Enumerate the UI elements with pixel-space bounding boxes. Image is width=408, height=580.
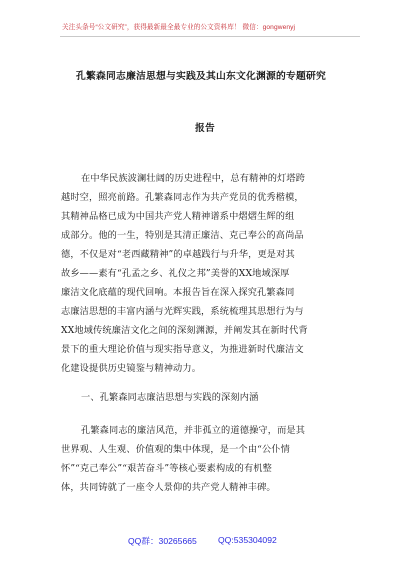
paragraph-line: 怀”“克己奉公”“艰苦奋斗”等核心要素构成的有机整 bbox=[61, 463, 272, 474]
paragraph-line: 孔繁森同志的廉洁风范，并非孤立的道德操守，而是其 bbox=[81, 425, 306, 436]
document-subtitle: 报告 bbox=[195, 123, 215, 134]
paragraph-line: 其精神品格已成为中国共产党人精神谱系中熠熠生辉的组 bbox=[61, 211, 295, 222]
paragraph-line: 德，不仅是对“老西藏精神”的卓越践行与升华，更是对其 bbox=[61, 249, 295, 260]
contact-footer bbox=[0, 535, 408, 549]
paragraph-line: 景下的重大理论价值与现实指导意义，为推进新时代廉洁文 bbox=[61, 344, 304, 355]
section-heading: 一、孔繁森同志廉洁思想与实践的深刻内涵 bbox=[81, 392, 259, 403]
promo-header bbox=[60, 18, 360, 37]
paragraph-line: 越时空，照亮前路。孔繁森同志作为共产党员的优秀楷模， bbox=[61, 192, 304, 203]
paragraph-line: 成部分。他的一生，特别是其清正廉洁、克己奉公的高尚品 bbox=[61, 230, 304, 241]
paragraph-line: 在中华民族波澜壮阔的历史进程中，总有精神的灯塔跨 bbox=[81, 173, 306, 184]
paragraph-line: 世界观、人生观、价值观的集中体现，是一个由“公仆情 bbox=[61, 444, 290, 455]
qq-group-text: QQ群：30265665 bbox=[128, 536, 197, 546]
document-title: 孔繁森同志廉洁思想与实践及其山东文化渊源的专题研究 bbox=[76, 71, 326, 82]
paragraph-line: XX地域传统廉洁文化之间的深刻渊源，并阐发其在新时代背 bbox=[61, 325, 308, 336]
paragraph-line: 志廉洁思想的丰富内涵与光辉实践，系统梳理其思想行为与 bbox=[61, 306, 304, 317]
paragraph-line: 体，共同铸就了一座令人景仰的共产党人精神丰碑。 bbox=[61, 482, 276, 493]
paragraph-line: 故乡——素有“孔孟之乡、礼仪之邦”美誉的XX地域深厚 bbox=[61, 268, 290, 279]
qq-number-text: QQ:535304092 bbox=[218, 535, 277, 545]
promo-text: 关注头条号“公文研究”，获得最新最全最专业的公文资料库！ 微信：gongwenyj bbox=[62, 24, 296, 31]
paragraph-line: 化建设提供历史镜鉴与精神动力。 bbox=[61, 363, 202, 374]
paragraph-line: 廉洁文化底蕴的现代回响。本报告旨在深入探究孔繁森同 bbox=[61, 287, 295, 298]
